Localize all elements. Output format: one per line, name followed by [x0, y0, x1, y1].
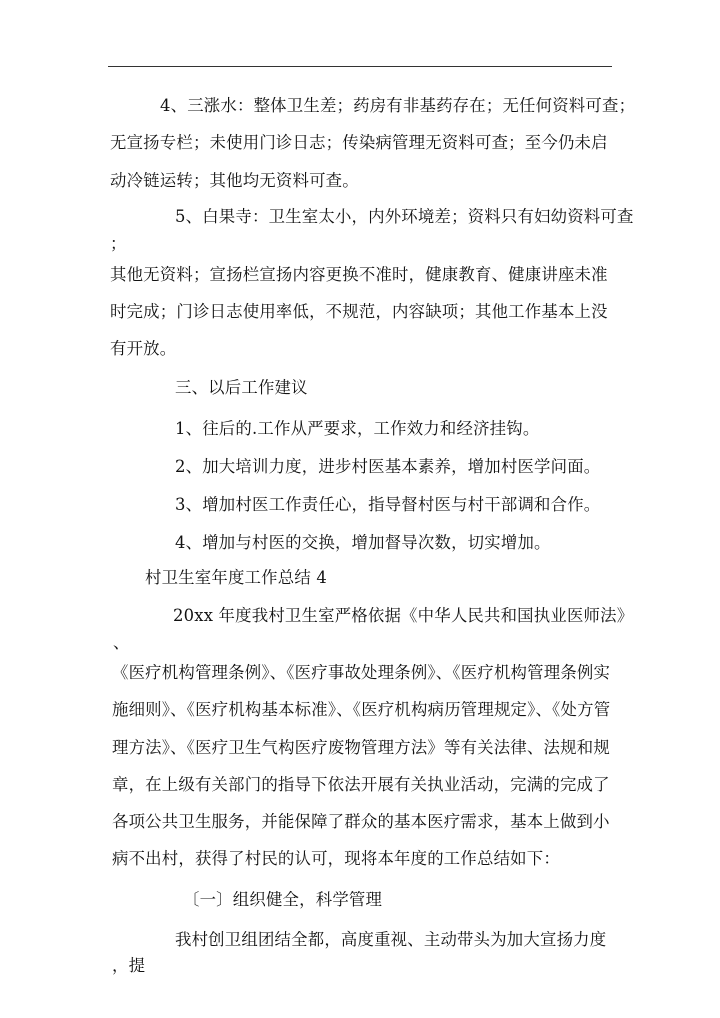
paragraph-line: 施细则》、《医疗机构基本标准》、《医疗机构病历管理规定》、《处方管 — [112, 700, 611, 719]
paragraph-line: 、 — [113, 633, 130, 652]
list-item: 2、加大培训力度，进步村医基本素养，增加村医学问面。 — [175, 457, 601, 476]
paragraph-line: 5、白果寺：卫生室太小，内外环境差；资料只有妇幼资料可查 — [175, 207, 634, 226]
section-heading: 〔一〕组织健全，科学管理 — [183, 890, 383, 909]
list-item: 4、增加与村医的交换，增加督导次数，切实增加。 — [175, 533, 551, 552]
paragraph-line: ，提 — [112, 956, 146, 975]
paragraph-line: 时完成；门诊日志使用率低，不规范，内容缺项；其他工作基本上没 — [110, 302, 608, 321]
paragraph-line: 其他无资料；宣扬栏宣扬内容更换不准时，健康教育、健康讲座未准 — [110, 265, 608, 284]
header-rule — [108, 66, 612, 67]
paragraph-line: 20xx 年度我村卫生室严格依据《中华人民共和国执业医师法》 — [173, 606, 634, 625]
paragraph-line: 动冷链运转；其他均无资料可查。 — [110, 171, 359, 190]
paragraph-line: 章，在上级有关部门的指导下依法开展有关执业活动，完满的完成了 — [112, 775, 610, 794]
list-item: 1、往后的.工作从严要求，工作效力和经济挂钩。 — [175, 419, 540, 438]
paragraph-line: 我村创卫组团结全都，高度重视、主动带头为加大宣扬力度 — [175, 930, 607, 949]
paragraph-line: 病不出村，获得了村民的认可，现将本年度的工作总结如下： — [112, 849, 560, 868]
paragraph-line: 有开放。 — [110, 339, 177, 358]
list-item: 3、增加村医工作责任心，指导督村医与村干部调和合作。 — [175, 495, 601, 514]
section-heading: 三、以后工作建议 — [175, 378, 308, 397]
paragraph-line: 各项公共卫生服务，并能保障了群众的基本医疗需求，基本上做到小 — [112, 812, 610, 831]
paragraph-line: 理方法》、《医疗卫生气构医疗废物管理方法》等有关法律、法规和规 — [112, 738, 610, 757]
paragraph-line: ； — [110, 234, 127, 253]
paragraph-line: 4、三涨水：整体卫生差；药房有非基药存在；无任何资料可查； — [160, 96, 636, 115]
paragraph-line: 《医疗机构管理条例》、《医疗事故处理条例》、《医疗机构管理条例实 — [112, 663, 611, 682]
paragraph-line: 无宣扬专栏；未使用门诊日志；传染病管理无资料可查；至今仍未启 — [110, 133, 608, 152]
document-title: 村卫生室年度工作总结 4 — [145, 568, 327, 587]
